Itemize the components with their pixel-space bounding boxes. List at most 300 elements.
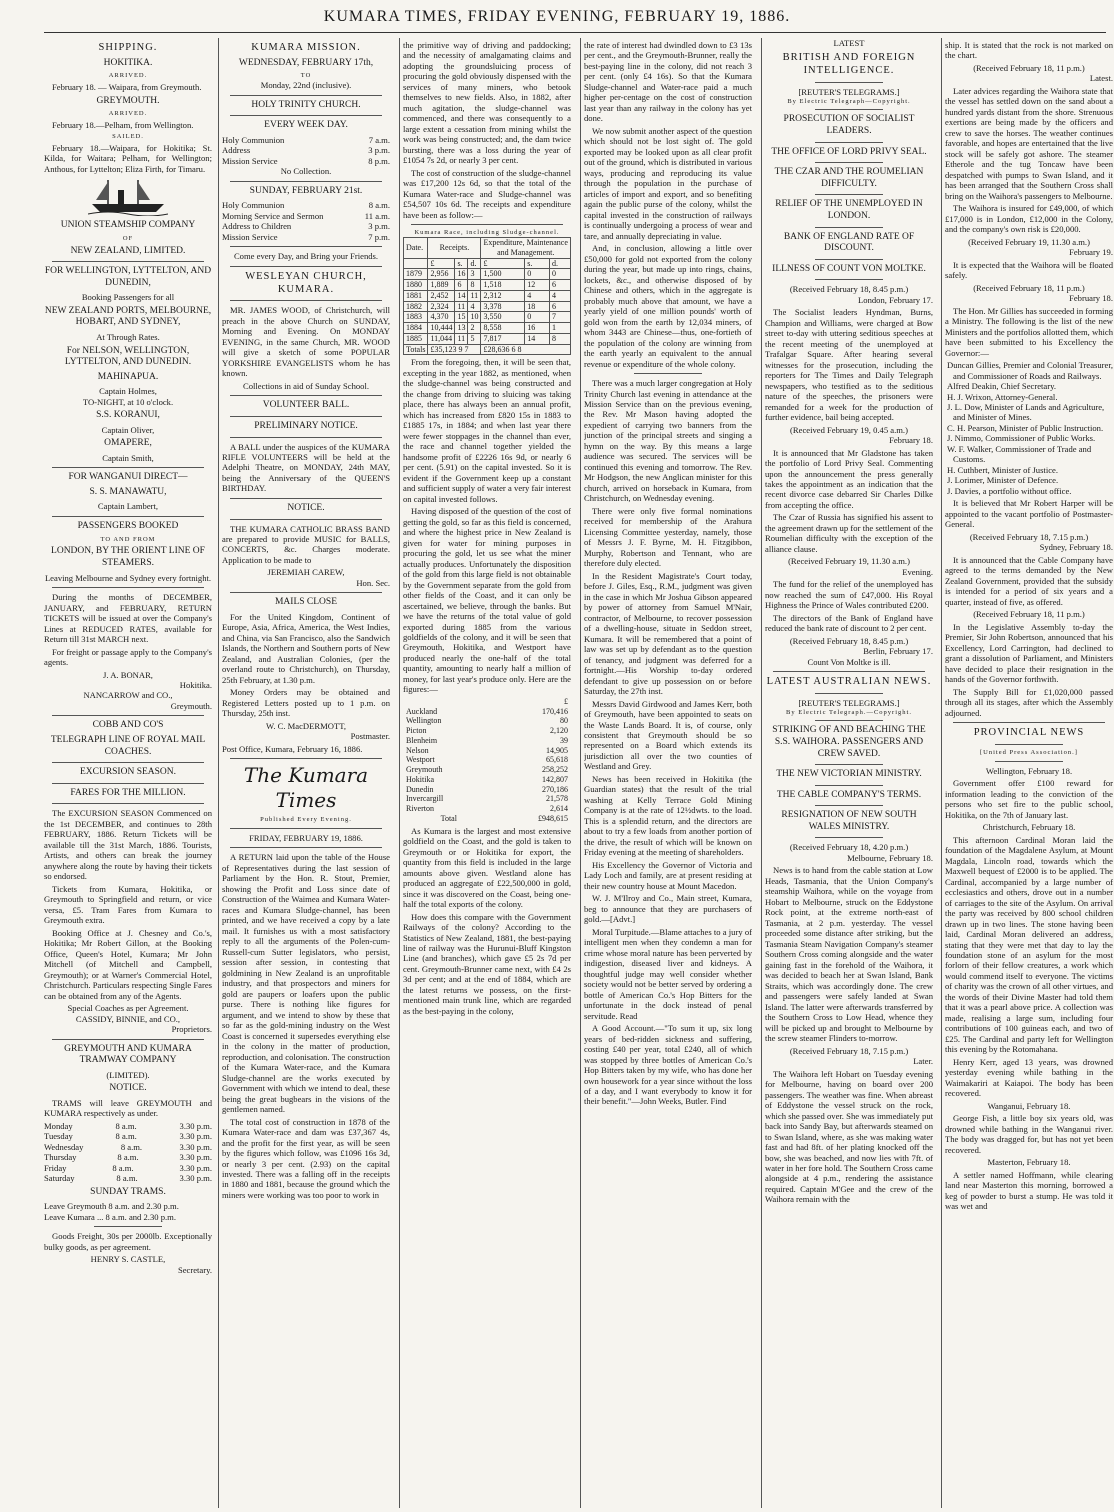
news-headline: THE CABLE COMPANY'S TERMS.	[776, 789, 922, 800]
table-cell: 1879	[404, 269, 428, 280]
news-headline: BANK OF ENGLAND RATE OF DISCOUNT.	[783, 231, 915, 254]
service-time: 3 p.m.	[368, 221, 390, 232]
table-cell: 1884	[404, 323, 428, 334]
table-cell: 8,558	[481, 323, 525, 334]
tram-am: 8 a.m.	[120, 1141, 143, 1152]
list-item: J. Lorimer, Minister of Defence.	[947, 475, 1059, 486]
ad-body: MR. JAMES WOOD, of Christchurch, will preach in the above Church on SUNDAY, Morning and Evening. On MONDAY EVENING, in the same Church, MR. WOOD will give a sketch of some POPULAR YORKSHIRE EVANGELISTS whom he has known.	[222, 305, 390, 379]
service-time: 3 p.m.	[368, 145, 390, 156]
paper-title: The Kumara Times	[243, 763, 369, 812]
service-name: Address	[222, 145, 251, 156]
received-line: (Received February 18, 8.45 p.m.)	[789, 284, 909, 295]
editorial-paragraph: The total cost of construction in 1878 of the Kumara Water-race and dam was £37,367 4s, and the profit for the first year, as will be seen by the figures which follow, was £1096 16s 3d, or nearly 3 per cent. (2.93) on the capital invested. There was a falling off in the receipts in 1880 and 1881, because the ground which the miners were working was too poor to work in	[222, 1116, 390, 1200]
news-headline: THE OFFICE OF LORD PRIVY SEAL.	[771, 146, 927, 157]
section-heading: LATEST AUSTRALIAN NEWS.	[766, 676, 932, 688]
ad-line: LONDON, BY THE ORIENT LINE OF STEAMERS.	[51, 546, 205, 569]
table-cell: 7,817	[481, 333, 525, 344]
ad-line: PASSENGERS BOOKED	[77, 520, 179, 531]
table-cell: 6	[550, 280, 571, 291]
ad-line: FOR WANGANUI DIRECT—	[68, 472, 188, 483]
ad-line: OF	[122, 234, 134, 242]
editorial-paragraph: The cost of construction of the sludge-channel was £17,200 12s 6d, so that the total of the Kumara Water-race and Sludge-channel was £54,507 10s 6d. The receipts and expenditure have been as follow:—	[403, 167, 571, 220]
table-header: Expenditure, Maintenance and Management.	[481, 238, 571, 259]
table-cell: 2,614	[550, 804, 568, 814]
table-cell: 2,120	[550, 726, 568, 736]
table-row	[404, 312, 571, 323]
table-cell: 11,044	[428, 333, 455, 344]
column-6	[945, 38, 1113, 1508]
dateline: February 18.	[889, 435, 933, 446]
ad-heading: SUNDAY, FEBRUARY 21st.	[249, 185, 363, 196]
news-paragraph: It is announced that the Cable Company have agreed to the terms demanded by the New Zealand Government, provided that the subsidy is intended for a period of six years and a quarter, instead of five, as offered.	[945, 554, 1113, 607]
table-cell: 2	[468, 323, 481, 334]
ad-signature: JEREMIAH CAREW,	[267, 567, 345, 578]
ad-line: Special Coaches as per Agreement.	[67, 1003, 189, 1014]
news-paragraph: The fund for the relief of the unemployed has now reached the sum of £47,000. His Royal Highness the Prince of Wales contributed £200.	[765, 579, 933, 611]
table-unit: £	[428, 258, 455, 269]
service-name: Mission Service	[222, 155, 278, 166]
tram-row	[44, 1131, 212, 1141]
table-cell: Nelson	[406, 745, 429, 755]
table-cell: 0	[550, 269, 571, 280]
service-time: 7 p.m.	[368, 231, 390, 242]
editorial-paragraph: How does this compare with the Government Railways of the colony? According to the Statistics of New Zealand, 1881, the best-paying line of railway was the Hurunui-Bluff Kingston Line (and branches), which gave £5 2s 7d per cent. Greymouth-Brunner came next, with £4 2s 3d per cent; and at the end of 1884, which are the latest returns we possess, on the first-mentioned main trunk line, which are regarded as the best-paying in the colony,	[403, 911, 571, 1016]
ad-body: The EXCURSION SEASON Commenced on the 1st DECEMBER, and continues to 28th FEBRUARY, 1886. Return Tickets will be available till the 31st March, 1886. Tourists, Artists, and others can break the journey anywhere along the route by having their tickets so endorsed.	[44, 808, 212, 882]
section-label: By Electric Telegraph.—Copyright.	[786, 708, 912, 716]
table-cell: Invercargill	[406, 794, 444, 804]
paper-subtitle: Published Every Evening.	[260, 816, 352, 824]
service-name: Address to Children	[222, 221, 292, 232]
news-paragraph: There was a much larger congregation at Holy Trinity Church last evening in attendance at the Mission Service than on the previous evening, the Rev. Mr Mason having adopted the expedient of carrying two banners from the junction of the principal streets and singing a hymn on the way. By this means a large audience was secured. The services will be continued this evening and tomorrow. The Rev. Mr Hodgson, the new Anglican minister for this church, arrived on horseback in Kumara, from Christchurch, on Wednesday evening.	[584, 378, 752, 504]
tram-day: Monday	[44, 1120, 73, 1131]
ad-line: Leave Kumara ... 8 a.m. and 2.30 p.m.	[44, 1211, 176, 1222]
service-row	[222, 135, 390, 145]
ad-heading: WESLEYAN CHURCH, KUMARA.	[245, 270, 367, 295]
ad-body: Goods Freight, 30s per 2000lb. Exceptionally bulky goods, as per agreement.	[44, 1231, 212, 1252]
table-total-label: Totals	[404, 344, 428, 355]
editorial-paragraph: As Kumara is the largest and most extensive goldfield on the Coast, and the gold is taken to Greymouth or or Hokitika for export, the quantity from this field is included in the large amounts above given. Westland alone has produced an aggregate of £22,500,000 in gold, since it was discovered on the Coast, being one-half the total exports of the colony.	[403, 825, 571, 910]
table-cell: 14,905	[546, 745, 568, 755]
ad-heading: KUMARA MISSION.	[251, 42, 361, 53]
tram-row	[44, 1152, 212, 1162]
list-item: H. Cuthbert, Minister of Justice.	[947, 464, 1058, 475]
list-item: J. Davies, a portfolio without office.	[947, 485, 1072, 496]
news-paragraph: It is believed that Mr Robert Harper will be appointed to the vacant portfolio of Postmaster-General.	[945, 498, 1113, 530]
news-paragraph: Count Von Moltke is ill.	[807, 656, 891, 667]
table-row	[403, 804, 571, 814]
news-headline: RELIEF OF THE UNEMPLOYED IN LONDON.	[775, 199, 923, 221]
table-cell: 270,186	[542, 784, 568, 794]
list-item: W. F. Walker, Commissioner of Trade and Customs.	[947, 443, 1092, 465]
table-cell: 15	[455, 312, 468, 323]
ad-heading: NOTICE.	[109, 1083, 147, 1094]
service-list	[222, 135, 390, 166]
table-cell: 11	[455, 333, 468, 344]
table-cell: 80	[560, 716, 568, 726]
column-3	[403, 38, 571, 1508]
service-time: 8 p.m.	[368, 155, 390, 166]
column-rule	[399, 38, 400, 1508]
table-cell: Hokitika	[406, 774, 434, 784]
table-row	[403, 765, 571, 775]
table-cell: 5	[468, 333, 481, 344]
ad-signature-title: Postmaster.	[350, 731, 390, 742]
dateline: Latest.	[1089, 73, 1113, 84]
table-cell: Greymouth	[406, 765, 443, 775]
top-rule	[44, 32, 1106, 33]
table-cell: 1883	[404, 312, 428, 323]
table-cell: 14	[455, 290, 468, 301]
masthead: KUMARA TIMES, FRIDAY EVENING, FEBRUARY 19, 1886.	[323, 8, 791, 25]
table-cell: 2,956	[428, 269, 455, 280]
dateline: Wellington, February 18.	[985, 765, 1073, 776]
received-line: (Received February 19, 11.30 a.m.)	[788, 556, 910, 567]
table-cell: 1885	[404, 333, 428, 344]
list-item: H. J. Wrixon, Attorney-General.	[947, 391, 1058, 402]
dateline: London, February 17.	[858, 294, 933, 305]
editorial-dateline: FRIDAY, FEBRUARY 19, 1886.	[249, 832, 363, 843]
ad-line: TO AND FROM	[100, 535, 156, 543]
table-cell: 7	[550, 312, 571, 323]
news-headline: ILLNESS OF COUNT VON MOLTKE.	[772, 263, 926, 274]
news-paragraph: His Excellency the Governor of Victoria and Lady Loch and family, are at present residing at their new country house at Mount Macedon.	[584, 859, 752, 891]
ad-heading: NOTICE.	[287, 502, 325, 513]
table-row	[403, 736, 571, 746]
list-item: J. Nimmo, Commissioner of Public Works.	[947, 433, 1096, 444]
table-unit: s.	[525, 258, 550, 269]
dateline: Later.	[913, 1056, 933, 1067]
ad-heading: FARES FOR THE MILLION.	[70, 787, 186, 798]
column-1	[44, 38, 212, 1508]
editorial-paragraph: We now submit another aspect of the question which should not be lost sight of. The gold exported may be looked upon as all clear profit out of the ground, which is distributed in various ways, producing and reproducing its value through the population in the purchase of articles of import and export, and so benefiting again the public purse of the colony, whilst the capital invested in the construction of railways is continually undergoing a process of wear and tare, and annually depreciating in value.	[584, 125, 752, 241]
table-row	[404, 290, 571, 301]
ad-heading: EVERY WEEK DAY.	[264, 120, 348, 131]
service-row	[222, 200, 390, 210]
news-paragraph: In the Legislative Assembly to-day the Premier, Sir John Robertson, announced that his Excellency, Lord Carrington, had declined to grant a dissolution of Parliament, and Ministers have decided to place their resignation in the hands of the Governor forthwith.	[945, 621, 1113, 685]
ad-heading: MAILS CLOSE	[274, 597, 338, 608]
table-total: £35,123 9 7	[428, 344, 481, 355]
news-headline: STRIKING OF AND BEACHING THE S.S. WAIHORA. PASSENGERS AND CREW SAVED.	[772, 725, 926, 759]
table-cell: 39	[560, 735, 568, 745]
column-2	[222, 38, 390, 1508]
news-paragraph: Messrs David Girdwood and James Kerr, both of Greymouth, have been appointed to seats on the Waste Lands Board. It is, of course, only consistent that Greymouth should be so represented on a Board which extends its jurisdiction all over the two counties of Westland and Grey.	[584, 698, 752, 772]
editorial-paragraph: the primitive way of driving and paddocking; and the necessity of amalgamating claims and adopting the groundsluicing process of procuring the gold obviously dispensed with the services of many miners, who betook themselves to new fields. Also, in 1882, after much agitation, the sludge-channel was commenced, and there was consequently to a large extent a cessation from mining whilst the work was being constructed; and, the dam twice bursting, there was a loss during the year of £1054 7s 2d, or nearly 3 per cent.	[403, 40, 571, 166]
received-line: (Received February 18, 11 p.m.)	[973, 282, 1085, 293]
section-label: By Electric Telegraph—Copyright.	[787, 97, 911, 105]
dateline: Christchurch, February 18.	[982, 822, 1076, 833]
news-paragraph: It is expected that the Waihora will be floated safely.	[945, 259, 1113, 281]
ad-line: TO	[300, 72, 312, 80]
minister-list	[945, 360, 1113, 496]
shipping-entry: February 18. — Waipara, from Greymouth.	[52, 82, 202, 93]
tram-day: Tuesday	[44, 1131, 73, 1142]
ad-heading: HOLY TRINITY CHURCH.	[251, 99, 361, 110]
news-headline: RESIGNATION OF NEW SOUTH WALES MINISTRY.	[781, 810, 917, 832]
table-cell: 4,370	[428, 312, 455, 323]
news-paragraph: The Waihora left Hobart on Tuesday evening for Melbourne, having on board over 200 passengers. The weather was fine. When abreast of Eddystone the vessel struck on the rock, which she passed over. She was immediately put back into Sandy Bay, but afterwards steamed on to Swan Island, where, as she was making water fast and had 8ft. of her plating knocked off the bow, she was beached, and now lies with 7ft. of water in her fore hold. The Southern Cross came alongside at 4 p.m., rendering the assistance required. Captain M'Gee and the crew of the Waihora remain with the	[765, 1068, 933, 1205]
table-row	[403, 794, 571, 804]
dateline: Sydney, February 18.	[1039, 542, 1113, 553]
table-unit: d.	[550, 258, 571, 269]
news-paragraph: The Czar of Russia has signified his assent to the agreement drawn up for the settlement of the Roumelian difficulty with the exception of the alliance clause.	[765, 512, 933, 554]
ad-line: (LIMITED).	[106, 1069, 150, 1080]
section-label: [REUTER'S TELEGRAMS.]	[798, 87, 900, 98]
ad-line: Leave Greymouth 8 a.m. and 2.30 p.m.	[44, 1201, 179, 1212]
dateline: Melbourne, February 18.	[847, 852, 933, 863]
table-cell: 1880	[404, 280, 428, 291]
news-headline: THE NEW VICTORIAN MINISTRY.	[776, 769, 922, 780]
ship-name: OMAPERE,	[104, 438, 152, 449]
table-cell: Picton	[406, 726, 427, 736]
table-cell: 11	[468, 290, 481, 301]
table-cell: 12	[525, 280, 550, 291]
table-cell: Auckland	[406, 706, 438, 716]
table-row	[404, 333, 571, 344]
received-line: (Received February 18, 7.15 p.m.)	[789, 1045, 909, 1056]
table-cell: 2,452	[428, 290, 455, 301]
ad-line: Collections in aid of Sunday School.	[242, 380, 370, 391]
dateline: February 19.	[1069, 247, 1113, 258]
table-row	[403, 775, 571, 785]
ad-body: For freight or passage apply to the Company's agents.	[44, 646, 212, 668]
service-name: Mission Service	[222, 231, 278, 242]
news-paragraph: Moral Turpitude.—Blame attaches to a jury of intelligent men when they condemn a man for crime whose moral nature has been perverted by indigestion, diseased liver and kidneys. A thoughtful judge may well consider whether society would not be better served by ordering a bottle of American Co.'s Hop Bitters for the unfortunate in the dock instead of penal servitude. Read	[584, 926, 752, 1021]
ad-signature: CASSIDY, BINNIE, and CO.,	[75, 1013, 181, 1024]
column-rule	[761, 38, 762, 1508]
table-row	[404, 323, 571, 334]
section-label: ARRIVED.	[108, 72, 148, 80]
received-line: (Received February 19, 11.30 a.m.)	[968, 236, 1090, 247]
table-unit: d.	[468, 258, 481, 269]
ad-heading: NEW ZEALAND, LIMITED.	[70, 245, 186, 256]
service-time: 11 a.m.	[364, 210, 390, 221]
table-cell: 1,889	[428, 280, 455, 291]
table-row	[403, 785, 571, 795]
dateline: Masterton, February 18.	[987, 1157, 1071, 1168]
tram-pm: 3.30 p.m.	[179, 1131, 212, 1142]
port-heading: GREYMOUTH.	[96, 95, 160, 106]
ship-time: TO-NIGHT, at 10 o'clock.	[82, 396, 174, 407]
section-heading: PROVINCIAL NEWS	[973, 727, 1085, 739]
tram-am: 8 a.m.	[116, 1173, 138, 1184]
table-cell: 10,444	[428, 323, 455, 334]
table-unit: s.	[455, 258, 468, 269]
tram-am: 8 a.m.	[115, 1131, 137, 1142]
tram-row	[44, 1173, 212, 1183]
shipping-heading: SHIPPING.	[98, 42, 158, 53]
shipping-entry: February 18.—Waipara, for Hokitika; St. Kilda, for Waitara; Pelham, for Wellington; Anthous, for Lyttelton; Eliza Firth, for Timaru.	[44, 142, 212, 174]
ship-captain: Captain Oliver,	[101, 424, 155, 435]
news-paragraph: It is announced that Mr Gladstone has taken the portfolio of Lord Privy Seal. Commenting upon the announcement the press generally takes the appointment as an indication that the recent divorce case debarred Sir Charles Dilke from accepting the office.	[765, 447, 933, 510]
news-paragraph: The directors of the Bank of England have reduced the bank rate of discount to 2 per cent.	[765, 612, 933, 634]
tram-row	[44, 1142, 212, 1152]
ad-line: NEW ZEALAND PORTS, MELBOURNE, HOBART, AND SYDNEY,	[44, 305, 212, 328]
service-list	[222, 200, 390, 242]
ad-heading: COBB AND CO'S	[92, 720, 164, 731]
tram-pm: 3.30 p.m.	[179, 1152, 212, 1163]
list-item: J. L. Dow, Minister of Lands and Agriculture, and Minister of Mines.	[947, 401, 1105, 423]
table-cell: 0	[525, 269, 550, 280]
news-headline: PROSECUTION OF SOCIALIST LEADERS.	[783, 114, 915, 137]
news-headline: THE CZAR AND THE ROUMELIAN DIFFICULTY.	[774, 167, 924, 189]
tram-row	[44, 1121, 212, 1131]
table-cell: 1881	[404, 290, 428, 301]
section-label: [REUTER'S TELEGRAMS.]	[798, 698, 900, 709]
table-cell: 13	[455, 323, 468, 334]
table-unit: £	[481, 258, 525, 269]
table-cell: 142,807	[542, 774, 568, 784]
service-name: Morning Service and Sermon	[222, 210, 324, 221]
ad-heading: GREYMOUTH AND KUMARA TRAMWAY COMPANY	[64, 1043, 192, 1066]
service-time: 8 a.m.	[368, 200, 390, 211]
ad-signature: W. C. MacDERMOTT,	[266, 720, 346, 731]
editorial-paragraph: From the foregoing, then, it will be seen that, excepting in the year 1882, as mentioned, when the sludge-channel was being constructed and the change from driving to sluicing was taking place, there has always been an annual profit, which has increased from £820 15s in 1883 to £1885 17s, in 1884; and when last year there were fewer stoppages in the channel than ever, the race and channel together yielded the handsome profit of £2226 16s 9d, or nearly 6 per cent. (5.91) on the capital invested. So it is evident if the Government keep up a constant and sufficient supply of water a very fair interest on capital invested follows.	[403, 357, 571, 504]
service-row	[222, 156, 390, 166]
ship-name: MAHINAPUA.	[97, 371, 159, 382]
tram-day: Saturday	[44, 1173, 75, 1184]
section-label: SAILED.	[112, 132, 144, 140]
table-cell: 4	[525, 290, 550, 301]
ad-line: FOR WELLINGTON, LYTTELTON, AND DUNEDIN,	[44, 266, 212, 288]
tram-day: Friday	[44, 1162, 67, 1173]
table-cell: Wellington	[406, 716, 442, 726]
ad-body: Post Office, Kumara, February 16, 1886.	[222, 743, 363, 754]
tram-am: 8 a.m.	[115, 1120, 137, 1131]
tram-am: 8 a.m.	[112, 1162, 134, 1173]
table-cell: Dunedin	[406, 784, 434, 794]
news-paragraph: The Hon. Mr Gillies has succeeded in forming a Ministry. The following is the list of the new Ministers and the portfolios allotted them, which have been submitted to his Excellency the Governor:—	[945, 305, 1113, 358]
table-cell: 0	[525, 312, 550, 323]
dateline: February 18.	[1069, 293, 1113, 304]
table-row	[403, 726, 571, 736]
tram-pm: 3.30 p.m.	[179, 1173, 212, 1184]
news-paragraph: A settler named Hoffmann, while clearing land near Masterton this morning, borrowed a keg of powder to burst a stump. He was told it was wet and	[945, 1169, 1113, 1212]
news-paragraph: The Socialist leaders Hyndman, Burns, Champion and Williams, were charged at Bow street to-day with uttering seditious speeches at the recent meeting of the unemployed at Trafalgar Square. After hearing several witnesses for the prosecution, including the reporters for The Times and Daily Telegraph newspapers, who testified as to the seditious nature of the speeches, the prisoners were remanded for a week for the production of further evidence, bail being accepted.	[765, 307, 933, 423]
receipts-table	[403, 237, 571, 355]
dateline: Wanganui, February 18.	[987, 1100, 1071, 1111]
news-paragraph: George Fish, a little boy six years old, was drowned while bathing in the Wanganui river. The body was dragged for, but has not yet been recovered.	[945, 1113, 1113, 1155]
ad-line: At Through Rates.	[96, 332, 160, 343]
table-row	[404, 301, 571, 312]
ad-heading: SUNDAY TRAMS.	[90, 1186, 166, 1197]
ship-captain: Captain Holmes,	[99, 386, 157, 397]
list-item: Duncan Gillies, Premier and Colonial Treasurer, and Commissioner of Roads and Railways.	[947, 360, 1113, 381]
editorial-paragraph: A RETURN laid upon the table of the House of Representatives during the last session of Parliament by the Hon. R. Stout, Premier, showing the Profit and Loss since date of Construction of the Waimea and Kumara Water-races and Kumara Sludge-channel, has been printed, and we have received a copy by a late mail. It furnishes us with a most satisfactory reply to all the arguments of the Polen-cum-Russell-cum Sutter legislators, who persist, session after session, in contesting that goldmining in New Zealand is an unprofitable industry, and that prospectors and miners for gold are paupers or loafers upon the public purse. There is nothing like figures for argument, and we intend to show by these that so far as the gold-mining industry on the West Coast is concerned it supersedes everything else in the colony in the matter of production, reproduction, and colonisation. The construction of the Kumara Water-race, and the Kumara Sludge-channel are the works executed by Government with which we intend to deal, these being the great bugbears in the visions of the gentlemen named.	[222, 852, 390, 1115]
service-name: Holy Communion	[222, 200, 285, 211]
table-cell: 6	[455, 280, 468, 291]
agent-location: Greymouth.	[170, 700, 212, 711]
received-line: (Received February 18, 7.15 p.m.)	[969, 531, 1089, 542]
table-cell: 170,416	[542, 706, 568, 716]
news-paragraph: In the Resident Magistrate's Court today, before J. Giles, Esq., R.M., judgment was given in the case in which Mr Joshua Gibson appeared by power of attorney from Samuel M'Nair, contractor, of Melbourne, to recover possession of a dwelling-house, situate in Seddon street, Kumara. It will be remembered that a point of law was set up by defendant as to the question of tenancy, and judgment was deferred for a fortnight.—His Worship to-day ordered defendant to give up possession on or before Saturday, the 27th inst.	[584, 570, 752, 697]
column-5	[765, 38, 933, 1508]
received-line: (Received February 18, 8.45 p.m.)	[789, 635, 909, 646]
column-rule	[941, 38, 942, 1508]
service-row	[222, 211, 390, 221]
table-cell: 11	[455, 301, 468, 312]
section-label: LATEST	[833, 38, 865, 48]
list-item: C. H. Pearson, Minister of Public Instruction.	[947, 422, 1104, 433]
agent-name: NANCARROW and CO.,	[83, 690, 173, 701]
table-cell: 6	[550, 301, 571, 312]
tram-day: Wednesday	[44, 1141, 84, 1152]
editorial-paragraph: Having disposed of the question of the cost of getting the gold, so far as this field is concerned, and where the highest price in New Zealand is given for water for mining purposes in procuring the gold, let us see what the miner actually produces. Unfortunately the disposition of the gold from this large field is not obtainable by the Government separate from the gold from other fields of the Coast, and it can only be ascertained, we believe, through the banks. But we have the returns of the total value of gold exported during 1885 from the various goldfields of the colony, and it will be seen that Greymouth, Hokitika, and Westport have produced nearly the one-half of the total quantity, amounting to nearly half a million of money, for last year's produce only. Here are the figures:—	[403, 506, 571, 695]
table-cell: Riverton	[406, 804, 434, 814]
column-rule	[580, 38, 581, 1508]
list-item: Alfred Deakin, Chief Secretary.	[947, 381, 1056, 392]
news-paragraph: This afternoon Cardinal Moran laid the foundation of the Magdalene Asylum, at Mount Magdala, Lincoln road, towards which the Maxwell bequest of £2000 is to be applied. The Cardinal, accompanied by a large number of ecclesiastics and others, drove out in a number of carriages to the site of the Asylum. On arrival the party was received by 800 school children drawn up in two lines. The stone having been laid, Cardinal Moran delivered an address, stating that they were met that day to lay the foundation stone of an asylum for the most forlorn of their fellow creatures, a work which would commend itself to everyone. The victims of charity was the crown of all other virtues, and the words of their Divine Master had told them that it was a pearl above price. A collection was made, realising a large sum, including four contributions of 100 guineas each, and two of £25. The Cardinal and party left for Wellington this evening by the Rotomahana.	[945, 834, 1113, 1055]
received-line: (Received February 18, 4.20 p.m.)	[789, 842, 909, 853]
table-row	[404, 269, 571, 280]
ad-body: Tickets from Kumara, Hokitika, or Greymouth to Springfield and return, or vice versa, £5. Tram Fares from Kumara to Greymouth extra.	[44, 883, 212, 926]
received-line: (Received February 19, 0.45 a.m.)	[790, 424, 908, 435]
news-paragraph: Henry Kerr, aged 13 years, was drowned yesterday evening while bathing in the Waimakariri at Kaiapoi. The body has been recovered.	[945, 1056, 1113, 1099]
tram-pm: 3.30 p.m.	[179, 1141, 212, 1152]
ad-body: TRAMS will leave GREYMOUTH and KUMARA respectively as under.	[44, 1097, 212, 1119]
news-paragraph: W. J. M'Ilroy and Co., Main street, Kumara, beg to announce that they are purchasers of gold.—[Advt.]	[584, 893, 752, 925]
editorial-paragraph: the rate of interest had dwindled down to £3 13s per cent., and the Greymouth-Brunner, really the best-paying line in the colony, did not reach 3 per cent. (only £4 16s). So that the Kumara Sludge-channel and Water-race paid a much higher per-centage on the cost of construction last year than any railway in the colony has yet done.	[584, 40, 752, 124]
ad-heading: VOLUNTEER BALL.	[262, 400, 350, 411]
ad-line: For NELSON, WELLINGTON, LYTTELTON, AND DUNEDIN.	[64, 345, 192, 368]
column-rule	[218, 38, 219, 1508]
dateline: Berlin, February 17.	[863, 646, 933, 657]
news-paragraph: The Supply Bill for £1,020,000 passed through all its stages, after which the Assembly adjourned.	[945, 686, 1113, 718]
ad-line: No Collection.	[280, 166, 332, 177]
news-paragraph: Government offer £100 reward for information leading to the conviction of the persons who set fire to the public school, Hokitika, on the 7th of January last.	[945, 778, 1113, 820]
service-time: 7 a.m.	[368, 134, 390, 145]
table-total-label: Total	[440, 813, 457, 823]
table-header: Date.	[404, 238, 428, 259]
ship-captain: Captain Smith,	[102, 452, 154, 463]
ad-body: A BALL under the auspices of the KUMARA RIFLE VOLUNTEERS will be held at the Adelphi Theatre, on MONDAY, 24th MAY, being the Anniversary of the QUEEN'S BIRTHDAY.	[222, 441, 390, 494]
news-paragraph: News is to hand from the cable station at Low Heads, Tasmania, that the Union Company's steamship Waihora, while on the voyage from Hobart to Melbourne, struck on the Eddystone Rock point, at the extreme north-east of Tasmania, at 2 p.m. yesterday. The vessel proceeded some distance after striking, but the Tasmania Steam Navigation Company's steamer Southern Cross coming alongside and the water gaining fast in the forehold of the Waihora, it was decided to beach her at Swan Island, Bank Straits, which was accordingly done. The crew and passengers were safely landed at Swan Island. The latter were afterwards transferred by the Southern Cross to Low Head, whence they will be picked up and brought to Melbourne by the screw steamer Flinders to-morrow.	[765, 865, 933, 1044]
dateline: Evening.	[902, 566, 933, 577]
ad-signature: HENRY S. CASTLE,	[90, 1254, 166, 1265]
news-paragraph: News has been received in Hokitika (the Guardian states) that the result of the trial washing at Kelly Terrace Gold Mining Company is at the rate of 12½dwts. to the load. This is a splendid return, and the directors are about to try a few loads from another portion of the drive, the result of which will be known on Friday evening at the meeting of shareholders.	[584, 773, 752, 858]
table-cell: 4	[468, 301, 481, 312]
tram-pm: 3.30 p.m.	[179, 1120, 212, 1131]
table-cell: Blenheim	[406, 735, 438, 745]
section-label: ARRIVED.	[108, 110, 148, 118]
ad-heading: TELEGRAPH LINE OF ROYAL MAIL COACHES.	[50, 735, 206, 757]
ad-signature-title: Secretary.	[177, 1264, 212, 1275]
table-cell: 3	[468, 269, 481, 280]
news-paragraph: ship. It is stated that the rock is not marked on the chart.	[945, 40, 1113, 61]
ad-line: Monday, 22nd (inclusive).	[260, 80, 352, 91]
tram-timetable	[44, 1121, 212, 1184]
table-title: Kumara Race, including Sludge-channel.	[414, 229, 560, 237]
ad-line: Booking Passengers for all	[81, 292, 175, 303]
table-cell: 2,312	[481, 290, 525, 301]
section-label: [United Press Association.]	[980, 748, 1078, 756]
table-row	[403, 716, 571, 726]
news-paragraph: Later advices regarding the Waihora state that the vessel has settled down on the sand about a hundred yards distant from the shore. Strenuous exertions are being made by the officers and crew to save the horses. The weather continues favorable, and hopes are entertained that the live stock will be safely got ashore. The steamer Etherole and the tug Toncaw have been despatched with pumps to Swan Island, and it has been arranged that the Southern Cross shall bring on the Waihora's passengers to Melbourne.	[945, 85, 1113, 201]
table-cell: 1,518	[481, 280, 525, 291]
agent-name: J. A. BONAR,	[103, 669, 153, 680]
table-cell: 65,618	[546, 755, 568, 765]
table-cell: Westport	[406, 755, 435, 765]
ad-body: Money Orders may be obtained and Registered Letters posted up to 1 p.m. on Thursday, 25th inst.	[222, 687, 390, 719]
table-cell: 8	[550, 333, 571, 344]
table-cell: 10	[468, 312, 481, 323]
news-paragraph: The Waihora is insured for £49,000, of which £17,000 is in London, £12,000 in the Colony, and the company's own risk is £20,000.	[945, 203, 1113, 235]
port-heading: HOKITIKA.	[103, 57, 153, 68]
received-line: (Received February 18, 11 p.m.)	[973, 62, 1085, 73]
ad-heading: PRELIMINARY NOTICE.	[254, 420, 358, 431]
column-4	[584, 38, 752, 1508]
table-cell: 3,378	[481, 301, 525, 312]
table-row	[403, 755, 571, 765]
